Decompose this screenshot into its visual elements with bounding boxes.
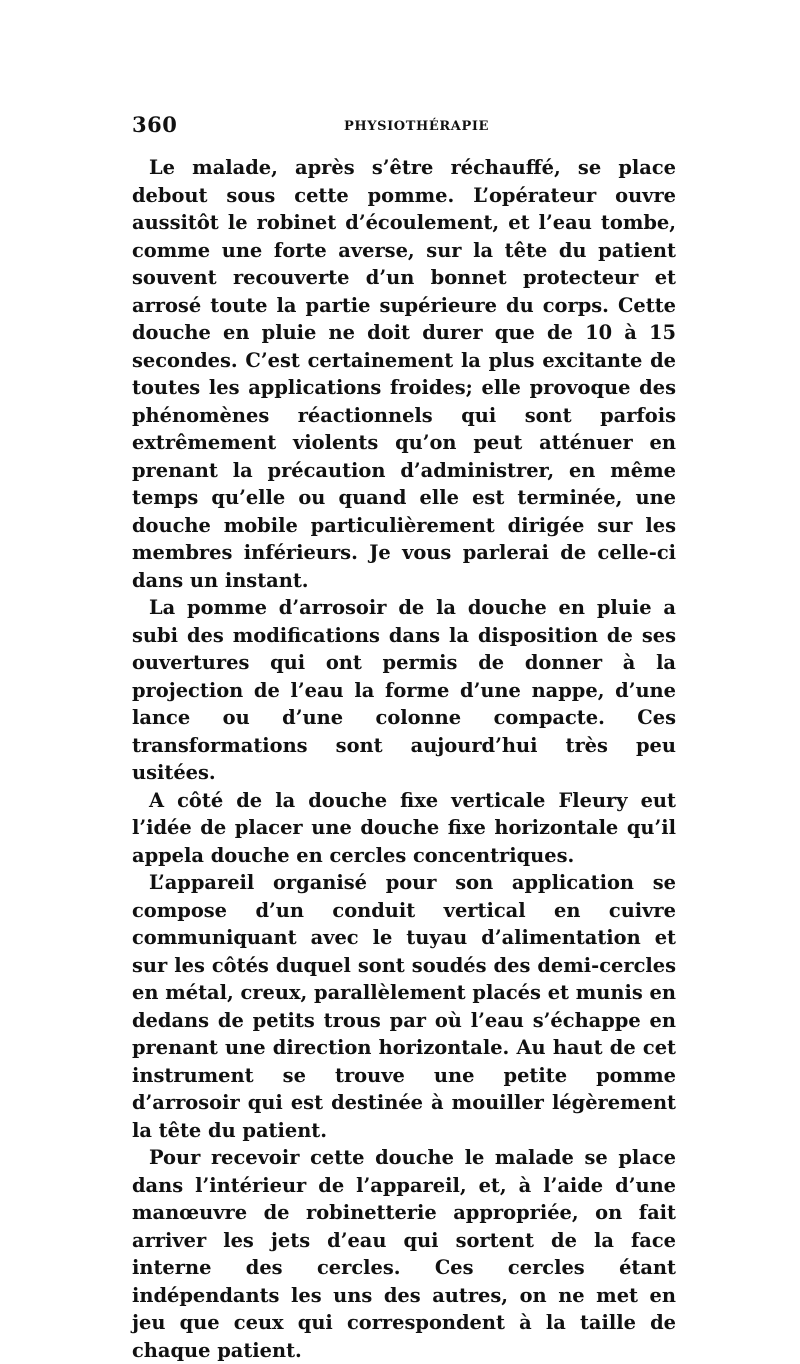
paragraph: A côté de la douche fixe verticale Fleury eut l’idée de placer une douche fixe horizontale qu’il appela douche en cercles concentriques. [132,788,676,867]
paragraph: La pomme d’arrosoir de la douche en pluie a subi des modifications dans la disposition de ses ouvertures qui ont permis de donner à la projection de l’eau la forme d’une nappe, d’une lance ou d’une colonne compacte. Ces transformations sont aujourd’hui très peu usitées. [132,596,676,784]
page-number: 360 [132,112,178,137]
paragraph: L’appareil organisé pour son application se compose d’un conduit vertical en cuivre communiquant avec le tuyau d’alimentation et sur les côtés duquel sont soudés des demi-cercles en métal, creux, parallèlement placés et munis en dedans de petits trous par où l’eau s’échappe en prenant une direction horizontale. Au haut de cet instrument se trouve une petite pomme d’arrosoir qui est destinée à mouiller légèrement la tête du patient. [132,871,676,1142]
body-text [132,154,676,1364]
paragraph: Pour recevoir cette douche le malade se place dans l’intérieur de l’appareil, et, à l’aide d’une manœuvre de robinetterie appropriée, on fait arriver les jets d’eau qui sortent de la face interne des cercles. Ces cercles étant indépendants les uns des autres, on ne met en jeu que ceux qui correspondent à la taille de chaque patient. [132,1146,676,1362]
paragraph: Le malade, après s’être réchauffé, se place debout sous cette pomme. L’opérateur ouvre aussitôt le robinet d’écoulement, et l’eau tombe, comme une forte averse, sur la tête du patient souvent recouverte d’un bonnet protecteur et arrosé toute la partie supérieure du corps. Cette douche en pluie ne doit durer que de 10 à 15 secondes. C’est certainement la plus excitante de toutes les applications froides; elle provoque des phénomènes réactionnels qui sont parfois extrêmement violents qu’on peut atténuer en prenant la précaution d’administrer, en même temps qu’elle ou quand elle est terminée, une douche mobile particulièrement dirigée sur les membres inférieurs. Je vous parlerai de celle-ci dans un instant. [132,156,676,592]
running-title: PHYSIOTHÉRAPIE [344,119,490,134]
page-header [132,112,676,142]
